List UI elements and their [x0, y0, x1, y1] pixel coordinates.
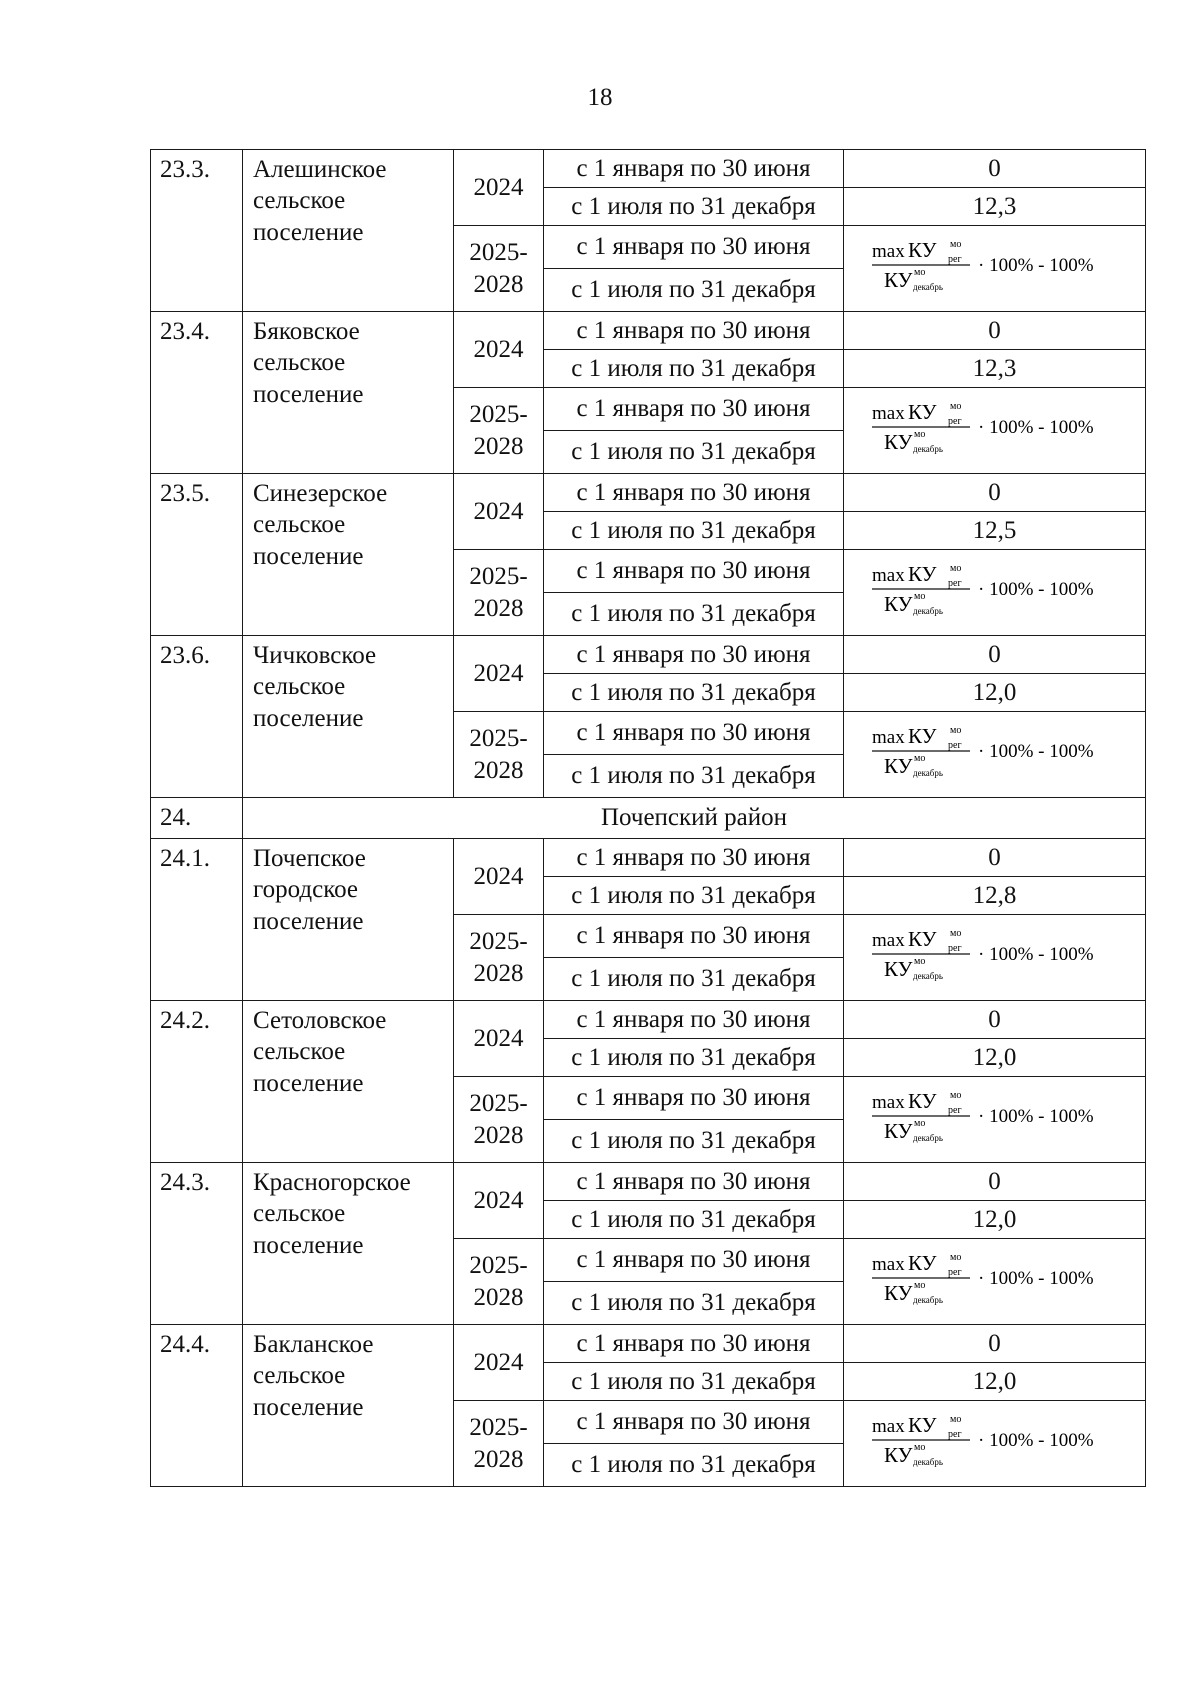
- table-row: [151, 474, 1146, 512]
- formula-ku-top: КУ: [907, 562, 936, 587]
- period-cell: с 1 июля по 31 декабря: [544, 1201, 844, 1239]
- value-cell: 12,3: [844, 350, 1146, 388]
- formula-ku-bottom: КУ: [883, 268, 912, 293]
- formula-sup-bottom: мо: [913, 1442, 925, 1454]
- period-cell: с 1 июля по 31 декабря: [544, 755, 844, 798]
- period-cell: с 1 июля по 31 декабря: [544, 1282, 844, 1325]
- value-cell: 12,5: [844, 512, 1146, 550]
- formula-ku-bottom: КУ: [883, 957, 912, 982]
- year-cell: 2025- 2028: [454, 712, 544, 798]
- formula-sub-bottom: декабрь: [912, 606, 943, 617]
- year-cell: 2024: [454, 474, 544, 550]
- period-cell: с 1 января по 30 июня: [544, 1163, 844, 1201]
- formula-sub-top: рег: [947, 254, 962, 266]
- value-cell: 12,3: [844, 188, 1146, 226]
- formula-sub-bottom: декабрь: [912, 768, 943, 779]
- value-cell: 12,8: [844, 877, 1146, 915]
- period-cell: с 1 января по 30 июня: [544, 1401, 844, 1444]
- settlement-name: Бяковское сельское поселение: [243, 312, 454, 474]
- settlement-name: Алешинское сельское поселение: [243, 150, 454, 312]
- formula-sup-top: мо: [949, 1090, 961, 1102]
- formula-sub-top: рег: [947, 740, 962, 752]
- period-cell: с 1 января по 30 июня: [544, 1001, 844, 1039]
- value-cell: 0: [844, 636, 1146, 674]
- formula-sub-top: рег: [947, 1429, 962, 1441]
- formula-graphic: [870, 559, 1120, 617]
- formula-cell: [844, 226, 1146, 312]
- period-cell: с 1 июля по 31 декабря: [544, 188, 844, 226]
- index-formula: [870, 924, 1120, 982]
- value-cell: 0: [844, 1001, 1146, 1039]
- formula-max: max: [871, 930, 905, 952]
- row-number: 24.1.: [151, 839, 243, 1001]
- formula-cell: [844, 712, 1146, 798]
- formula-tail: · 100% - 100%: [977, 255, 1094, 277]
- formula-sub-bottom: декабрь: [912, 1457, 943, 1468]
- formula-sup-top: мо: [949, 725, 961, 737]
- period-cell: с 1 января по 30 июня: [544, 839, 844, 877]
- formula-ku-top: КУ: [907, 1089, 936, 1114]
- period-cell: с 1 июля по 31 декабря: [544, 674, 844, 712]
- formula-max: max: [871, 1092, 905, 1114]
- formula-ku-top: КУ: [907, 1251, 936, 1276]
- period-cell: с 1 января по 30 июня: [544, 312, 844, 350]
- value-cell: 12,0: [844, 674, 1146, 712]
- row-number: 24.3.: [151, 1163, 243, 1325]
- index-formula: [870, 397, 1120, 455]
- year-cell: 2024: [454, 1325, 544, 1401]
- table-row: [151, 1001, 1146, 1039]
- formula-sup-bottom: мо: [913, 267, 925, 279]
- row-number: 24.2.: [151, 1001, 243, 1163]
- value-cell: 12,0: [844, 1201, 1146, 1239]
- formula-graphic: [870, 235, 1120, 293]
- year-cell: 2025- 2028: [454, 388, 544, 474]
- period-cell: с 1 июля по 31 декабря: [544, 1363, 844, 1401]
- formula-tail: · 100% - 100%: [977, 1430, 1094, 1452]
- settlement-name: Сетоловское сельское поселение: [243, 1001, 454, 1163]
- year-cell: 2025- 2028: [454, 550, 544, 636]
- year-cell: 2024: [454, 150, 544, 226]
- formula-ku-bottom: КУ: [883, 754, 912, 779]
- formula-ku-bottom: КУ: [883, 592, 912, 617]
- formula-sup-bottom: мо: [913, 429, 925, 441]
- table-row: [151, 1163, 1146, 1201]
- formula-tail: · 100% - 100%: [977, 741, 1094, 763]
- value-cell: 0: [844, 150, 1146, 188]
- value-cell: 12,0: [844, 1363, 1146, 1401]
- year-cell: 2024: [454, 1163, 544, 1239]
- formula-ku-bottom: КУ: [883, 1281, 912, 1306]
- region-name: Почепский район: [243, 798, 1146, 839]
- formula-tail: · 100% - 100%: [977, 579, 1094, 601]
- period-cell: с 1 января по 30 июня: [544, 915, 844, 958]
- value-cell: 0: [844, 474, 1146, 512]
- table-row: [151, 150, 1146, 188]
- formula-graphic: [870, 721, 1120, 779]
- value-cell: 0: [844, 312, 1146, 350]
- tariff-index-table: [150, 149, 1146, 1487]
- formula-tail: · 100% - 100%: [977, 944, 1094, 966]
- formula-sup-top: мо: [949, 239, 961, 251]
- formula-ku-top: КУ: [907, 927, 936, 952]
- formula-cell: [844, 1239, 1146, 1325]
- formula-sup-top: мо: [949, 401, 961, 413]
- formula-sup-top: мо: [949, 563, 961, 575]
- formula-sub-top: рег: [947, 416, 962, 428]
- formula-sub-bottom: декабрь: [912, 1133, 943, 1144]
- formula-cell: [844, 1077, 1146, 1163]
- formula-graphic: [870, 1410, 1120, 1468]
- index-formula: [870, 235, 1120, 293]
- period-cell: с 1 июля по 31 декабря: [544, 593, 844, 636]
- year-cell: 2025- 2028: [454, 1077, 544, 1163]
- region-row: [151, 798, 1146, 839]
- formula-cell: [844, 550, 1146, 636]
- settlement-name: Красногорское сельское поселение: [243, 1163, 454, 1325]
- formula-ku-bottom: КУ: [883, 1443, 912, 1468]
- period-cell: с 1 января по 30 июня: [544, 388, 844, 431]
- year-cell: 2025- 2028: [454, 1401, 544, 1487]
- formula-sub-bottom: декабрь: [912, 444, 943, 455]
- formula-ku-top: КУ: [907, 400, 936, 425]
- year-cell: 2025- 2028: [454, 226, 544, 312]
- formula-sub-top: рег: [947, 1267, 962, 1279]
- formula-sub-bottom: декабрь: [912, 971, 943, 982]
- value-cell: 0: [844, 1163, 1146, 1201]
- value-cell: 0: [844, 839, 1146, 877]
- period-cell: с 1 января по 30 июня: [544, 226, 844, 269]
- formula-sup-top: мо: [949, 1414, 961, 1426]
- formula-max: max: [871, 241, 905, 263]
- formula-graphic: [870, 924, 1120, 982]
- row-number: 23.4.: [151, 312, 243, 474]
- year-cell: 2025- 2028: [454, 1239, 544, 1325]
- period-cell: с 1 января по 30 июня: [544, 1325, 844, 1363]
- value-cell: 12,0: [844, 1039, 1146, 1077]
- value-cell: 0: [844, 1325, 1146, 1363]
- year-cell: 2024: [454, 312, 544, 388]
- settlement-name: Синезерское сельское поселение: [243, 474, 454, 636]
- formula-max: max: [871, 403, 905, 425]
- formula-sup-bottom: мо: [913, 753, 925, 765]
- formula-sup-bottom: мо: [913, 956, 925, 968]
- formula-sup-bottom: мо: [913, 1280, 925, 1292]
- formula-max: max: [871, 727, 905, 749]
- formula-ku-bottom: КУ: [883, 430, 912, 455]
- period-cell: с 1 июля по 31 декабря: [544, 431, 844, 474]
- settlement-name: Бакланское сельское поселение: [243, 1325, 454, 1487]
- period-cell: с 1 июля по 31 декабря: [544, 1120, 844, 1163]
- formula-max: max: [871, 565, 905, 587]
- formula-cell: [844, 1401, 1146, 1487]
- formula-sup-top: мо: [949, 928, 961, 940]
- period-cell: с 1 июля по 31 декабря: [544, 269, 844, 312]
- formula-ku-top: КУ: [907, 238, 936, 263]
- index-formula: [870, 559, 1120, 617]
- period-cell: с 1 июля по 31 декабря: [544, 1039, 844, 1077]
- index-formula: [870, 721, 1120, 779]
- period-cell: с 1 января по 30 июня: [544, 150, 844, 188]
- row-number: 23.6.: [151, 636, 243, 798]
- formula-sub-top: рег: [947, 943, 962, 955]
- period-cell: с 1 июля по 31 декабря: [544, 958, 844, 1001]
- row-number: 23.3.: [151, 150, 243, 312]
- formula-graphic: [870, 1086, 1120, 1144]
- index-formula: [870, 1086, 1120, 1144]
- formula-ku-bottom: КУ: [883, 1119, 912, 1144]
- formula-sup-bottom: мо: [913, 1118, 925, 1130]
- year-cell: 2024: [454, 839, 544, 915]
- formula-ku-top: КУ: [907, 724, 936, 749]
- formula-max: max: [871, 1254, 905, 1276]
- formula-sub-bottom: декабрь: [912, 1295, 943, 1306]
- period-cell: с 1 июля по 31 декабря: [544, 877, 844, 915]
- period-cell: с 1 января по 30 июня: [544, 474, 844, 512]
- period-cell: с 1 июля по 31 декабря: [544, 512, 844, 550]
- formula-tail: · 100% - 100%: [977, 1106, 1094, 1128]
- period-cell: с 1 января по 30 июня: [544, 1077, 844, 1120]
- period-cell: с 1 января по 30 июня: [544, 636, 844, 674]
- formula-cell: [844, 388, 1146, 474]
- formula-tail: · 100% - 100%: [977, 417, 1094, 439]
- table-row: [151, 312, 1146, 350]
- settlement-name: Почепское городское поселение: [243, 839, 454, 1001]
- row-number: 23.5.: [151, 474, 243, 636]
- formula-tail: · 100% - 100%: [977, 1268, 1094, 1290]
- row-number: 24.: [151, 798, 243, 839]
- formula-ku-top: КУ: [907, 1413, 936, 1438]
- period-cell: с 1 января по 30 июня: [544, 550, 844, 593]
- period-cell: с 1 июля по 31 декабря: [544, 350, 844, 388]
- table-row: [151, 839, 1146, 877]
- formula-sub-top: рег: [947, 1105, 962, 1117]
- row-number: 24.4.: [151, 1325, 243, 1487]
- formula-sub-bottom: декабрь: [912, 282, 943, 293]
- page-number: 18: [587, 84, 613, 111]
- formula-graphic: [870, 397, 1120, 455]
- settlement-name: Чичковское сельское поселение: [243, 636, 454, 798]
- table-row: [151, 636, 1146, 674]
- formula-cell: [844, 915, 1146, 1001]
- period-cell: с 1 января по 30 июня: [544, 1239, 844, 1282]
- formula-sub-top: рег: [947, 578, 962, 590]
- year-cell: 2024: [454, 1001, 544, 1077]
- period-cell: с 1 июля по 31 декабря: [544, 1444, 844, 1487]
- table-row: [151, 1325, 1146, 1363]
- period-cell: с 1 января по 30 июня: [544, 712, 844, 755]
- formula-max: max: [871, 1416, 905, 1438]
- index-formula: [870, 1410, 1120, 1468]
- formula-sup-top: мо: [949, 1252, 961, 1264]
- formula-graphic: [870, 1248, 1120, 1306]
- index-formula: [870, 1248, 1120, 1306]
- year-cell: 2024: [454, 636, 544, 712]
- year-cell: 2025- 2028: [454, 915, 544, 1001]
- formula-sup-bottom: мо: [913, 591, 925, 603]
